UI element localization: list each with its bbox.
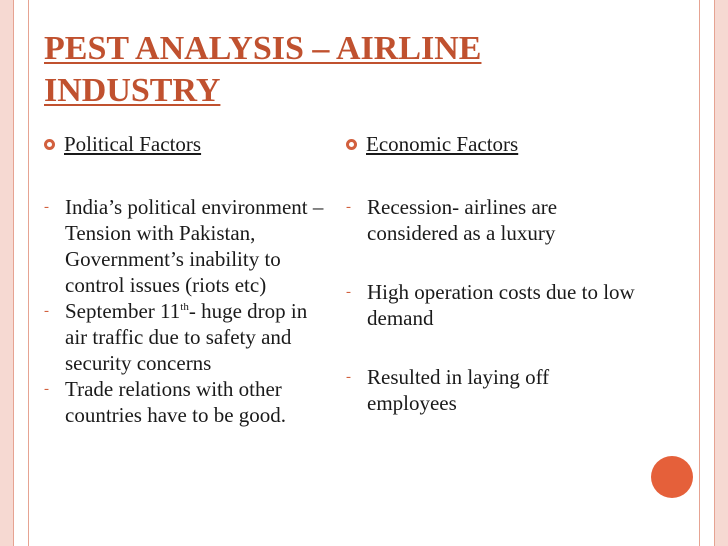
list-item-text: High operation costs due to low demand [367, 280, 635, 330]
economic-factors-list [346, 194, 636, 416]
economic-factors-header [346, 130, 636, 158]
circle-bullet-icon [44, 139, 55, 150]
superscript-suffix: th [180, 301, 189, 313]
right-border-band [715, 0, 728, 546]
list-item-text: Resulted in laying off employees [367, 365, 550, 415]
dash-bullet-icon: - [44, 199, 49, 215]
list-item-text: Trade relations with other countries have to be good. [65, 377, 287, 427]
list-item [44, 376, 330, 428]
decorative-circle-icon [651, 456, 693, 498]
political-factors-header [44, 130, 330, 158]
dash-bullet-icon: - [44, 381, 49, 397]
list-item-text-start: September 11 [65, 299, 181, 323]
dash-bullet-icon: - [346, 199, 351, 215]
political-factors-column [44, 130, 330, 428]
dash-bullet-icon: - [346, 369, 351, 385]
political-factors-heading: Political Factors [64, 132, 202, 156]
slide-title: PEST ANALYSIS – AIRLINE INDUSTRY [44, 30, 482, 109]
list-item-text: Recession- airlines are considered as a luxury [367, 195, 558, 245]
dash-bullet-icon: - [346, 284, 351, 300]
list-item [44, 194, 330, 298]
economic-factors-heading: Economic Factors [366, 132, 519, 156]
list-item-text-end: - huge drop in air traffic due to safety and security concerns [65, 299, 308, 375]
list-item [346, 279, 636, 331]
list-item [346, 364, 636, 416]
left-border-band [0, 0, 13, 546]
political-factors-list [44, 194, 330, 428]
dash-bullet-icon: - [44, 303, 49, 319]
circle-bullet-icon [346, 139, 357, 150]
list-item [346, 194, 636, 246]
economic-factors-column [346, 130, 636, 416]
list-item-text: India’s political environment – Tension with Pakistan, Government’s inability to control issues (riots etc) [65, 195, 324, 297]
list-item [44, 298, 330, 376]
